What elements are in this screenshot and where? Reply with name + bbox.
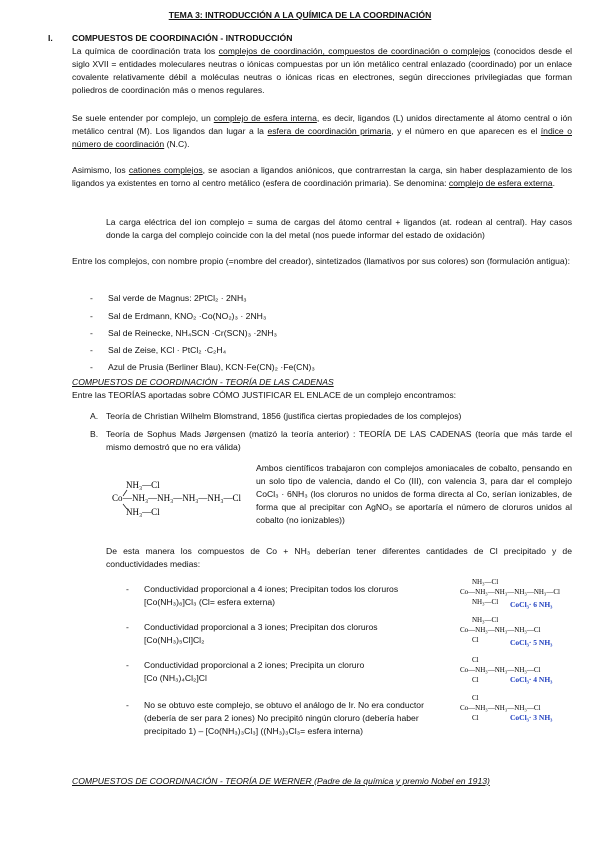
section-title: COMPUESTOS DE COORDINACIÓN - INTRODUCCIÓN bbox=[72, 33, 293, 43]
svg-text:Cl: Cl bbox=[472, 694, 479, 702]
paragraph-outer-sphere bbox=[72, 164, 572, 190]
section-heading-chains: COMPUESTOS DE COORDINACIÓN - TEORÍA DE LAS CADENAS bbox=[72, 377, 334, 387]
bullet-dash: - bbox=[90, 311, 93, 321]
formula-bottom: NH₃—Cl bbox=[126, 507, 160, 517]
formula-center-atom: Co bbox=[112, 493, 123, 503]
svg-text:Co—NH₃—NH₃—NH₃—NH₃—Cl: Co—NH₃—NH₃—NH₃—NH₃—Cl bbox=[460, 588, 560, 596]
bullet-dash: - bbox=[126, 622, 129, 632]
text: (N.C). bbox=[164, 138, 190, 149]
case-line: Conductividad proporcional a 2 iones; Precipita un cloruro bbox=[144, 660, 365, 670]
svg-text:Co—NH₃—NH₃—NH₃—Cl: Co—NH₃—NH₃—NH₃—Cl bbox=[460, 704, 541, 712]
case-formula: [Co (NH₃)₄Cl₂]Cl bbox=[144, 672, 207, 683]
bullet-dash: - bbox=[126, 584, 129, 594]
svg-text:NH₃—Cl: NH₃—Cl bbox=[472, 598, 499, 606]
paragraph-theories: Entre las TEORÍAS aportadas sobre CÓMO JUSTIFICAR EL ENLACE de un complejo encontramos: bbox=[72, 390, 457, 400]
text: Se suele entender por complejo, un bbox=[72, 113, 214, 123]
section-heading-werner bbox=[72, 775, 490, 788]
list-item-text: Teoría de Christian Wilhelm Blomstrand, 1856 (justifica ciertas propiedades de los complejos) bbox=[106, 411, 462, 421]
case-line: (debería de ser para 2 iones) No precipitó ningún cloruro (debería haber bbox=[144, 712, 419, 723]
bullet-dash: - bbox=[90, 345, 93, 355]
text: La química de coordinación trata los bbox=[72, 46, 219, 56]
underlined-term: índice o número de coordinación bbox=[72, 125, 573, 149]
paragraph-named-complexes: Entre los complejos, con nombre propio (=nombre del creador), sintetizados (llamativos por sus colores) son (formulación antigua): bbox=[72, 256, 570, 266]
text: Asimismo, los bbox=[72, 165, 129, 175]
text: , es decir, ligandos (L) unidos directamente al átomo central o ión metálico central (M). Los ligandos dan lugar a la bbox=[72, 113, 573, 136]
chain-formula-diagram bbox=[108, 478, 248, 520]
underlined-term: complejos de coordinación, compuestos de coordinación o complejos bbox=[218, 46, 491, 56]
list-item-text: Teoría de Sophus Mads Jørgensen (matizó la teoría anterior) : TEORÍA DE LAS CADENAS (teoría que más tarde el mismo demostró que no era válida) bbox=[106, 429, 572, 452]
case-item bbox=[144, 621, 444, 647]
heading-subtext: (Padre de la química y premio Nobel en 1913) bbox=[311, 776, 490, 786]
chain-diagram-6nh3 bbox=[458, 576, 578, 610]
svg-text:Co—NH₃—NH₃—NH₃—Cl: Co—NH₃—NH₃—NH₃—Cl bbox=[460, 666, 541, 674]
bullet-dash: - bbox=[126, 700, 129, 710]
chain-diagram-5nh3 bbox=[458, 614, 578, 648]
text: (conocidos desde el siglo XVII = entidades moleculares neutras o iónicas compuestas por un ión metálico central enlazado (coordinado) por un enlace covalente relativamente débil a moléculas neutras o iónicas ricas en electrones, según direcciones privilegiadas que forman poliedros de coordinación más o menos regulares. bbox=[72, 46, 573, 95]
formula-label: CoCl₃· 4 NH₃ bbox=[510, 675, 553, 684]
text: , y el número en que aparecen es el bbox=[391, 125, 541, 136]
formula-chain: —NH₃—NH₃—NH₃—NH₃—Cl bbox=[123, 493, 242, 503]
text: . bbox=[552, 177, 555, 188]
list-marker: A. bbox=[90, 411, 99, 421]
heading-text: COMPUESTOS DE COORDINACIÓN - TEORÍA DE WERNER bbox=[72, 776, 312, 786]
case-line: No se obtuvo este complejo, se obtuvo el análogo de Ir. No era conductor bbox=[144, 700, 424, 710]
underlined-term: cationes complejos bbox=[128, 165, 203, 175]
formula-label: CoCl₃· 3 NH₃ bbox=[510, 713, 553, 722]
paragraph-charge: La carga eléctrica del ion complejo = suma de cargas del átomo central + ligandos (at. rodean al central). Hay casos donde la carga del complejo coincide con la del metal (nos puede informar del estado de oxidación) bbox=[106, 217, 572, 240]
list-item-text: Sal de Erdmann, KNO₂ ·Co(NO₂)₃ · 2NH₃ bbox=[108, 311, 267, 321]
underlined-term: esfera de coordinación primaria bbox=[267, 125, 392, 136]
svg-text:NH₃—Cl: NH₃—Cl bbox=[472, 578, 499, 586]
chain-diagram-4nh3 bbox=[458, 654, 578, 688]
document-title: TEMA 3: INTRODUCCIÓN A LA QUÍMICA DE LA COORDINACIÓN bbox=[168, 10, 432, 20]
case-line: Conductividad proporcional a 3 iones; Precipitan dos cloruros bbox=[144, 622, 378, 632]
list-marker: B. bbox=[90, 429, 99, 439]
case-item bbox=[144, 699, 454, 738]
bullet-dash: - bbox=[90, 328, 93, 338]
list-item-text: Sal de Reinecke, NH₄SCN ·Cr(SCN)₃ ·2NH₃ bbox=[108, 328, 278, 338]
svg-text:NH₃—Cl: NH₃—Cl bbox=[472, 616, 499, 624]
section-number: I. bbox=[48, 33, 53, 43]
underlined-term: complejo de esfera interna bbox=[213, 113, 317, 123]
formula-top: NH₃—Cl bbox=[126, 480, 160, 490]
svg-text:Cl: Cl bbox=[472, 636, 479, 644]
svg-text:Cl: Cl bbox=[472, 656, 479, 664]
svg-text:Cl: Cl bbox=[472, 714, 479, 722]
bullet-dash: - bbox=[126, 660, 129, 670]
case-item bbox=[144, 659, 444, 685]
bullet-dash: - bbox=[90, 362, 93, 372]
list-item-text: Azul de Prusia (Berliner Blau), KCN·Fe(CN)₂ ·Fe(CN)₃ bbox=[108, 362, 315, 372]
case-formula: [Co(NH₃)₅Cl]Cl₂ bbox=[144, 634, 205, 645]
case-formula: precipitado 1) – [Co(NH₃)₃Cl₃] ((NH₃)₃Cl₃= esfera interna) bbox=[144, 725, 363, 736]
paragraph-inner-sphere bbox=[72, 112, 572, 151]
list-item-text: Sal de Zeise, KCl · PtCl₂ ·C₂H₄ bbox=[108, 345, 227, 355]
list-item-text: Sal verde de Magnus: 2PtCl₂ · 2NH₃ bbox=[108, 293, 247, 303]
case-formula: [Co(NH₃)₆]Cl₃ (Cl= esfera externa) bbox=[144, 596, 276, 607]
bullet-dash: - bbox=[90, 293, 93, 303]
svg-text:Cl: Cl bbox=[472, 676, 479, 684]
chain-diagram-3nh3 bbox=[458, 692, 578, 726]
text: , se asocian a ligandos aniónicos, que contrarrestan la carga, sin haber desplazamiento de los ligandos ya existentes en torno al centro metálico (esfera de coordinación primaria). Se denomina: bbox=[72, 165, 573, 188]
case-item bbox=[144, 583, 444, 609]
svg-text:Co—NH₃—NH₃—NH₃—Cl: Co—NH₃—NH₃—NH₃—Cl bbox=[460, 626, 541, 634]
paragraph-intro bbox=[72, 45, 572, 97]
underlined-term: complejo de esfera externa bbox=[448, 177, 553, 188]
paragraph-conductivity: De esta manera los compuestos de Co + NH₃ deberían tener diferentes cantidades de Cl precipitado y de conductividades medias: bbox=[106, 546, 572, 569]
paragraph-chain-theory: Ambos científicos trabajaron con complejos amoniacales de cobalto, pensando en un solo tipo de valencia, dando el Co (III), con valencia 3, para dar el complejo CoCl₃ · 6NH₃ (los cloruros no unidos de forma directa al Co, serían ionizables, de forma que al precipitar con AgNO₃ se aportaría el número de cloruros unidos al cobalto (no ionizables)) bbox=[256, 463, 572, 525]
case-line: Conductividad proporcional a 4 iones; Precipitan todos los cloruros bbox=[144, 584, 399, 594]
formula-label: CoCl₃· 5 NH₃ bbox=[510, 638, 553, 647]
formula-label: CoCl₃· 6 NH₃ bbox=[510, 600, 553, 609]
